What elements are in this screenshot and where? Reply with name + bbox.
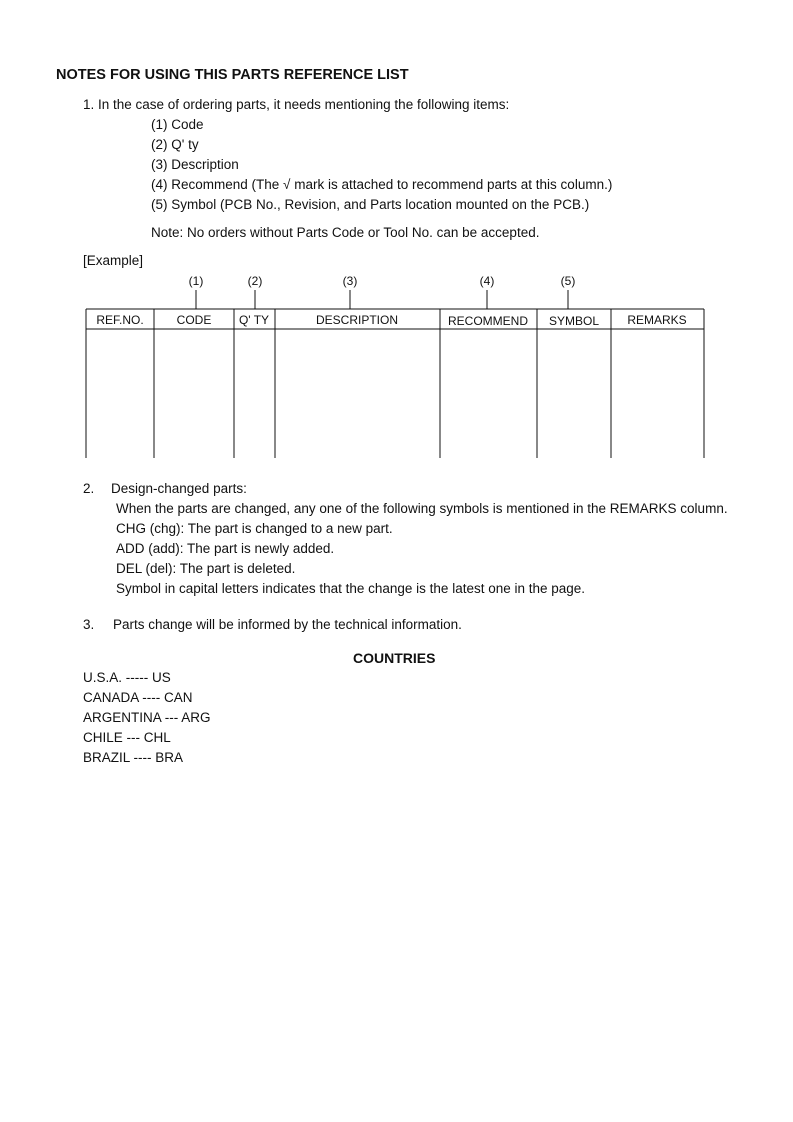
note1-intro: 1. In the case of ordering parts, it needs mentioning the following items: (83, 97, 510, 112)
column-header-qty: Q' TY (238, 313, 270, 327)
marker-description: (3) (342, 274, 358, 288)
page-title: NOTES FOR USING THIS PARTS REFERENCE LIST (56, 67, 409, 83)
column-header-remarks: REMARKS (627, 313, 687, 327)
table-grid (86, 309, 704, 458)
column-header-code: CODE (176, 313, 212, 327)
note1-ordering-note: Note: No orders without Parts Code or Tool No. can be accepted. (151, 225, 540, 240)
note1-item-description: (3) Description (151, 157, 239, 172)
note2-line: DEL (del): The part is deleted. (116, 561, 296, 576)
country-item: BRAZIL ---- BRA (83, 750, 184, 765)
column-header-recommend: RECOMMEND (448, 314, 528, 328)
note2-line: When the parts are changed, any one of the following symbols is mentioned in the REMARKS column. (116, 501, 728, 516)
note2-number: 2. (83, 481, 95, 496)
column-header-symbol: SYMBOL (548, 314, 600, 328)
countries-title: COUNTRIES (353, 650, 436, 666)
country-item: CANADA ---- CAN (83, 690, 193, 705)
marker-qty: (2) (247, 274, 263, 288)
marker-symbol: (5) (560, 274, 576, 288)
note3-number: 3. (83, 617, 95, 632)
note3-text: Parts change will be informed by the technical information. (113, 617, 462, 632)
country-item: U.S.A. ----- US (83, 670, 171, 685)
note1-item-recommend: (4) Recommend (The √ mark is attached to recommend parts at this column.) (151, 177, 613, 192)
country-item: ARGENTINA --- ARG (83, 710, 211, 725)
example-table-diagram (0, 0, 793, 470)
marker-code: (1) (188, 274, 204, 288)
note2-heading: Design-changed parts: (111, 481, 247, 496)
marker-recommend: (4) (479, 274, 495, 288)
column-header-description: DESCRIPTION (315, 313, 399, 327)
note2-line: ADD (add): The part is newly added. (116, 541, 335, 556)
note2-line: Symbol in capital letters indicates that the change is the latest one in the page. (116, 581, 586, 596)
column-header-ref-no: REF.NO. (96, 313, 144, 327)
note1-item-code: (1) Code (151, 117, 204, 132)
country-item: CHILE --- CHL (83, 730, 171, 745)
marker-connectors (196, 290, 568, 309)
note1-item-qty: (2) Q' ty (151, 137, 199, 152)
note1-item-symbol: (5) Symbol (PCB No., Revision, and Parts location mounted on the PCB.) (151, 197, 590, 212)
note2-line: CHG (chg): The part is changed to a new part. (116, 521, 393, 536)
example-label: [Example] (83, 253, 144, 268)
